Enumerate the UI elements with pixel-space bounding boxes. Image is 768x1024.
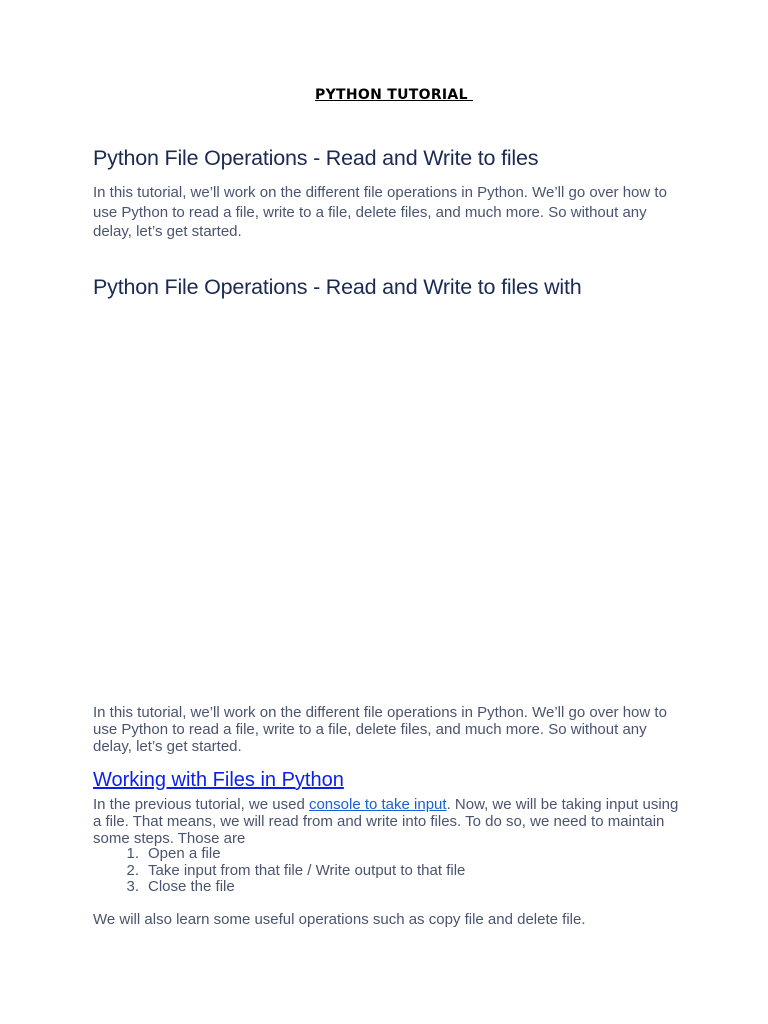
repeat-intro-paragraph: In this tutorial, we’ll work on the different file operations in Python. We’ll go over how to use Python to read a file, write to a file, delete files, and much more. So without any delay, let’s get started. bbox=[93, 704, 667, 755]
list-item-text: Close the file bbox=[148, 878, 235, 896]
video-heading: Python File Operations - Read and Write to files with bbox=[93, 275, 582, 299]
list-item-number: 3. bbox=[126, 878, 139, 896]
intro-paragraph: In this tutorial, we’ll work on the different file operations in Python. We’ll go over how to use Python to read a file, write to a file, delete files, and much more. So without any delay, let’s get started. bbox=[93, 184, 667, 241]
steps-list bbox=[93, 846, 465, 896]
section-paragraph bbox=[93, 796, 683, 847]
list-item-text: Open a file bbox=[148, 845, 221, 862]
article-heading: Python File Operations - Read and Write to files bbox=[93, 146, 539, 170]
closing-paragraph: We will also learn some useful operations such as copy file and delete file. bbox=[93, 911, 586, 928]
section-heading-link[interactable]: Working with Files in Python bbox=[93, 769, 344, 791]
list-item-number: 2. bbox=[126, 861, 139, 879]
section-text-before-link: In the previous tutorial, we used bbox=[93, 796, 309, 813]
list-item-text: Take input from that file / Write output to that file bbox=[148, 861, 466, 879]
list-item bbox=[93, 879, 465, 896]
section-text-after-link: . Now, we will be taking input using a file. That means, we will read from and write into files. To do so, we need to maintain some steps. Those are bbox=[93, 796, 679, 847]
document-title: PYTHON TUTORIAL bbox=[315, 87, 473, 103]
list-item bbox=[93, 863, 465, 880]
list-item bbox=[93, 846, 465, 863]
console-input-link[interactable]: console to take input bbox=[308, 796, 447, 813]
list-item-number: 1. bbox=[126, 845, 139, 862]
